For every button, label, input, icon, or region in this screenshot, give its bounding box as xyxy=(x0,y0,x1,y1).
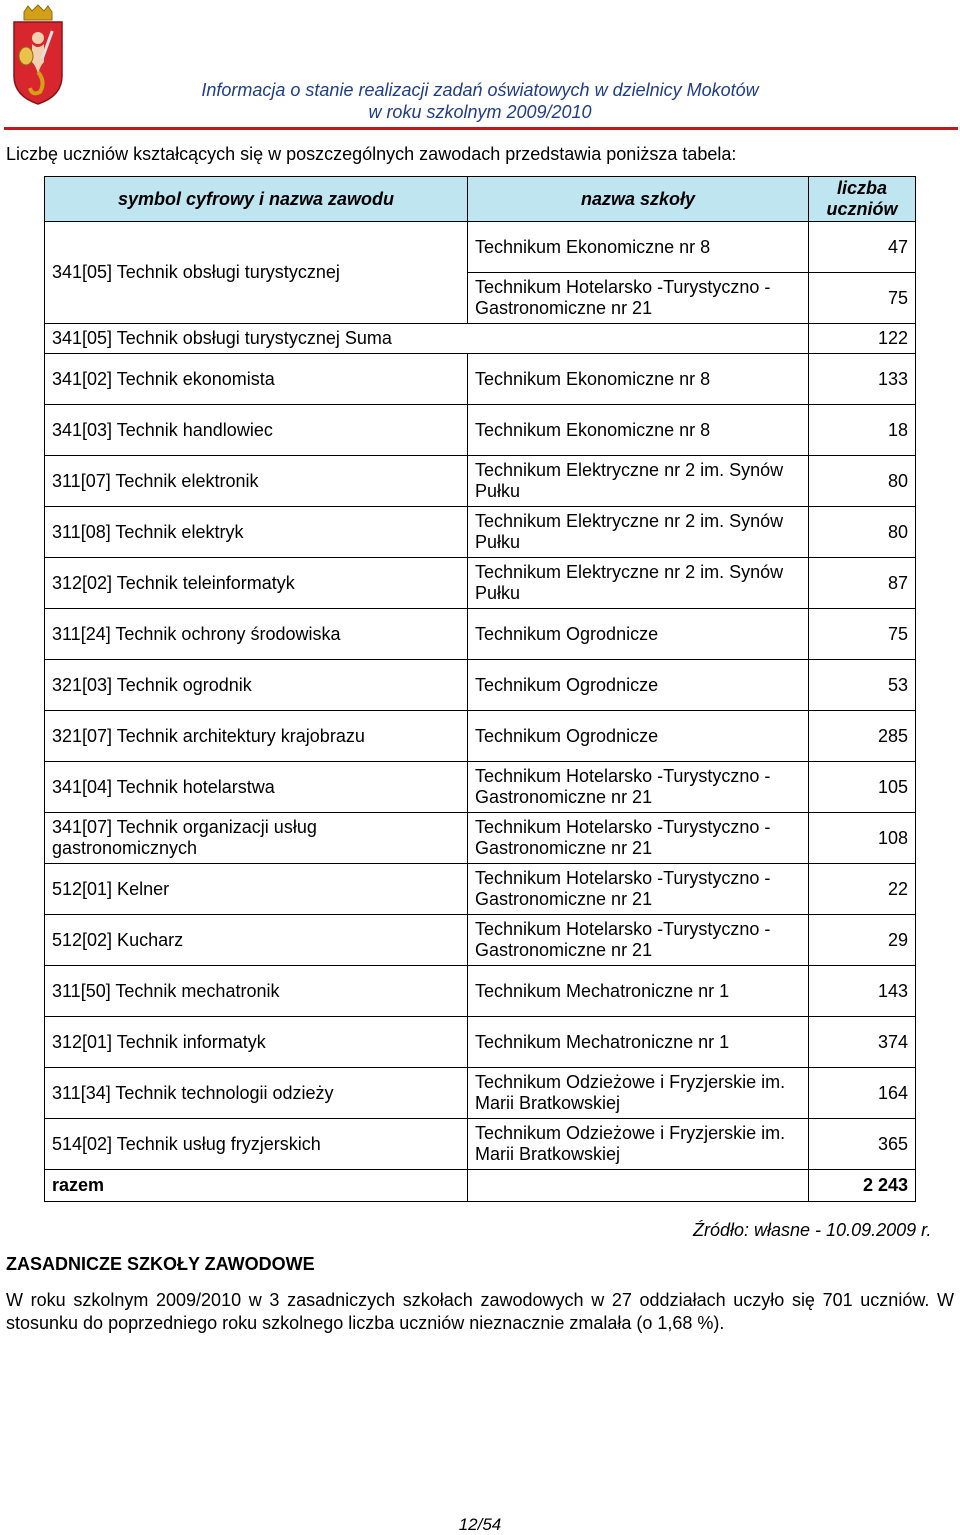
count-cell: 80 xyxy=(809,507,916,558)
school-cell: Technikum Hotelarsko -Turystyczno - Gastronomiczne nr 21 xyxy=(468,915,809,966)
profession-cell: 321[07] Technik architektury krajobrazu xyxy=(45,711,468,762)
warsaw-coat-of-arms-icon xyxy=(10,4,66,106)
profession-cell: 311[07] Technik elektronik xyxy=(45,456,468,507)
header-title-line2: w roku szkolnym 2009/2010 xyxy=(368,102,592,122)
table-row xyxy=(45,762,916,813)
profession-cell: 311[24] Technik ochrony środowiska xyxy=(45,609,468,660)
table-row xyxy=(45,813,916,864)
profession-cell: 341[02] Technik ekonomista xyxy=(45,354,468,405)
count-cell: 75 xyxy=(809,609,916,660)
subtotal-count: 122 xyxy=(809,324,916,354)
header-title-line1: Informacja o stanie realizacji zadań oświatowych w dzielnicy Mokotów xyxy=(201,80,759,100)
profession-cell: 341[05] Technik obsługi turystycznej xyxy=(45,222,468,324)
school-cell: Technikum Odzieżowe i Fryzjerskie im. Marii Bratkowskiej xyxy=(468,1068,809,1119)
table-row xyxy=(45,711,916,762)
count-cell: 80 xyxy=(809,456,916,507)
total-value: 2 243 xyxy=(809,1170,916,1202)
count-cell: 22 xyxy=(809,864,916,915)
body-paragraph: W roku szkolnym 2009/2010 w 3 zasadniczych szkołach zawodowych w 27 oddziałach uczyło się 701 uczniów. W stosunku do poprzedniego roku szkolnego liczba uczniów nieznacznie zmalała (o 1,68 %). xyxy=(6,1290,954,1333)
table-row xyxy=(45,864,916,915)
profession-cell: 321[03] Technik ogrodnik xyxy=(45,660,468,711)
subtotal-label: 341[05] Technik obsługi turystycznej Suma xyxy=(45,324,809,354)
page-number: 12/54 xyxy=(458,1515,502,1534)
count-cell: 53 xyxy=(809,660,916,711)
school-cell: Technikum Ekonomiczne nr 8 xyxy=(468,222,809,273)
intro-text: Liczbę uczniów kształcących się w poszczególnych zawodach przedstawia poniższa tabela: xyxy=(6,144,737,164)
school-cell: Technikum Mechatroniczne nr 1 xyxy=(468,966,809,1017)
profession-cell: 341[07] Technik organizacji usług gastronomicznych xyxy=(45,813,468,864)
school-cell: Technikum Odzieżowe i Fryzjerskie im. Marii Bratkowskiej xyxy=(468,1119,809,1170)
profession-cell: 512[02] Kucharz xyxy=(45,915,468,966)
table-row xyxy=(45,915,916,966)
school-cell: Technikum Elektryczne nr 2 im. Synów Pułku xyxy=(468,456,809,507)
total-label: razem xyxy=(45,1170,468,1202)
school-cell: Technikum Ekonomiczne nr 8 xyxy=(468,405,809,456)
count-cell: 133 xyxy=(809,354,916,405)
count-cell: 18 xyxy=(809,405,916,456)
count-cell: 105 xyxy=(809,762,916,813)
count-cell: 143 xyxy=(809,966,916,1017)
count-cell: 108 xyxy=(809,813,916,864)
source-note: Źródło: własne - 10.09.2009 r. xyxy=(693,1220,932,1240)
profession-cell: 312[02] Technik teleinformatyk xyxy=(45,558,468,609)
school-cell: Technikum Hotelarsko -Turystyczno - Gastronomiczne nr 21 xyxy=(468,813,809,864)
column-header-profession: symbol cyfrowy i nazwa zawodu xyxy=(45,177,468,222)
count-cell: 75 xyxy=(809,273,916,324)
school-cell: Technikum Ogrodnicze xyxy=(468,609,809,660)
table-row xyxy=(45,354,916,405)
school-cell: Technikum Elektryczne nr 2 im. Synów Pułku xyxy=(468,558,809,609)
total-empty-cell xyxy=(468,1170,809,1202)
students-by-profession-table xyxy=(44,176,916,1202)
school-cell: Technikum Hotelarsko -Turystyczno - Gastronomiczne nr 21 xyxy=(468,762,809,813)
table-row xyxy=(45,222,916,273)
count-cell: 29 xyxy=(809,915,916,966)
table-row xyxy=(45,507,916,558)
table-row xyxy=(45,966,916,1017)
table-row xyxy=(45,609,916,660)
table-row xyxy=(45,1119,916,1170)
section-heading: ZASADNICZE SZKOŁY ZAWODOWE xyxy=(6,1254,315,1274)
column-header-count: liczba uczniów xyxy=(809,177,916,222)
table-row xyxy=(45,660,916,711)
table-row xyxy=(45,405,916,456)
profession-cell: 341[03] Technik handlowiec xyxy=(45,405,468,456)
school-cell: Technikum Ekonomiczne nr 8 xyxy=(468,354,809,405)
table-row xyxy=(45,456,916,507)
count-cell: 87 xyxy=(809,558,916,609)
header-divider xyxy=(4,127,958,130)
subtotal-row xyxy=(45,324,916,354)
profession-cell: 311[50] Technik mechatronik xyxy=(45,966,468,1017)
count-cell: 47 xyxy=(809,222,916,273)
count-cell: 164 xyxy=(809,1068,916,1119)
profession-cell: 341[04] Technik hotelarstwa xyxy=(45,762,468,813)
table-row xyxy=(45,1017,916,1068)
count-cell: 365 xyxy=(809,1119,916,1170)
school-cell: Technikum Ogrodnicze xyxy=(468,660,809,711)
profession-cell: 311[34] Technik technologii odzieży xyxy=(45,1068,468,1119)
profession-cell: 312[01] Technik informatyk xyxy=(45,1017,468,1068)
count-cell: 285 xyxy=(809,711,916,762)
profession-cell: 512[01] Kelner xyxy=(45,864,468,915)
school-cell: Technikum Hotelarsko -Turystyczno - Gastronomiczne nr 21 xyxy=(468,864,809,915)
profession-cell: 514[02] Technik usług fryzjerskich xyxy=(45,1119,468,1170)
total-row xyxy=(45,1170,916,1202)
school-cell: Technikum Ogrodnicze xyxy=(468,711,809,762)
school-cell: Technikum Hotelarsko -Turystyczno - Gastronomiczne nr 21 xyxy=(468,273,809,324)
table-row xyxy=(45,558,916,609)
profession-cell: 311[08] Technik elektryk xyxy=(45,507,468,558)
table-header-row xyxy=(45,177,916,222)
table-row xyxy=(45,1068,916,1119)
count-cell: 374 xyxy=(809,1017,916,1068)
school-cell: Technikum Mechatroniczne nr 1 xyxy=(468,1017,809,1068)
school-cell: Technikum Elektryczne nr 2 im. Synów Pułku xyxy=(468,507,809,558)
column-header-school: nazwa szkoły xyxy=(468,177,809,222)
